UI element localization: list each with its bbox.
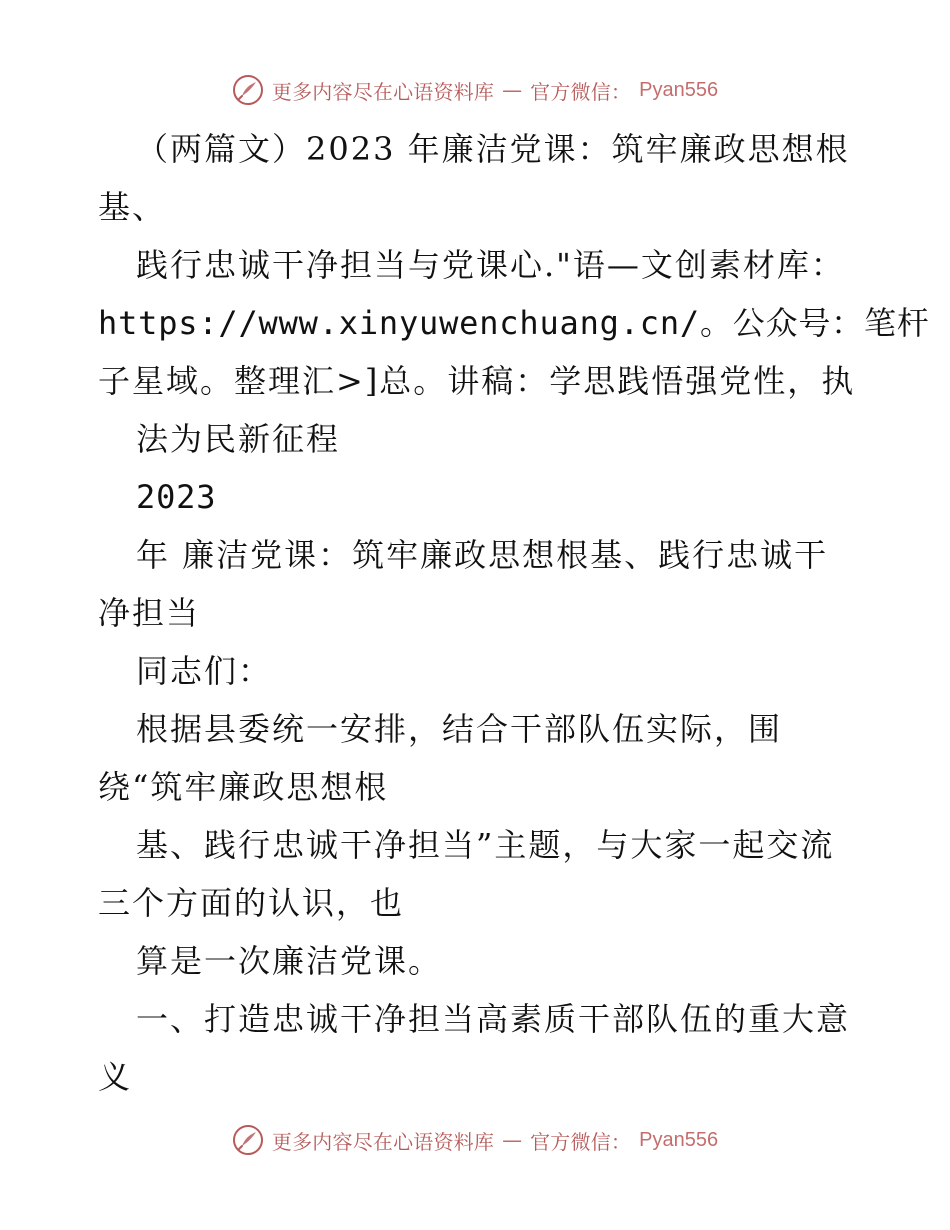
watermark-wechat-id: Pyan556: [639, 78, 719, 101]
doc-line-15: 算是一次廉洁党课。: [136, 942, 443, 980]
header-watermark: [0, 70, 950, 110]
doc-line-14: 三个方面的认识，也: [98, 884, 405, 922]
feather-pen-icon: [232, 74, 264, 106]
watermark-text: 更多内容尽在心语资料库: [271, 79, 495, 104]
doc-line-16: 一、打造忠诚干净担当高素质干部队伍的重大意: [136, 1000, 851, 1038]
doc-line-1: （两篇文）2023 年廉洁党课：筑牢廉政思想根: [136, 130, 850, 168]
doc-line-3: 践行忠诚干净担当与党课心."语—文创素材库：: [136, 246, 845, 284]
watermark-separator: —: [502, 1128, 523, 1152]
watermark-text: 更多内容尽在心语资料库: [271, 1129, 495, 1154]
doc-line-6: 法为民新征程: [136, 420, 341, 458]
doc-line-9: 净担当: [98, 594, 201, 632]
document-body: [98, 120, 930, 1106]
watermark-label: 官方微信：: [530, 79, 632, 104]
watermark-separator: —: [502, 78, 523, 102]
watermark-label: 官方微信：: [530, 1129, 632, 1154]
doc-line-11: 根据县委统一安排，结合干部队伍实际，围: [136, 710, 783, 748]
doc-line-4: https://www.xinyuwenchuang.cn/。公众号：笔杆: [98, 304, 930, 342]
doc-line-10: 同志们：: [136, 652, 273, 690]
doc-line-2: 基、: [98, 188, 167, 226]
doc-line-12: 绕“筑牢廉政思想根: [98, 768, 389, 806]
doc-line-17: 义: [98, 1058, 133, 1096]
doc-line-13: 基、践行忠诚干净担当”主题，与大家一起交流: [136, 826, 835, 864]
feather-pen-icon: [232, 1124, 264, 1156]
doc-line-5: 子星域。整理汇>]总。讲稿：学思践悟强党性，执: [98, 362, 856, 400]
doc-line-7: 2023: [136, 478, 217, 516]
doc-line-8: 年 廉洁党课：筑牢廉政思想根基、践行忠诚干: [136, 536, 829, 574]
watermark-wechat-id: Pyan556: [639, 1128, 719, 1151]
footer-watermark: [0, 1120, 950, 1160]
